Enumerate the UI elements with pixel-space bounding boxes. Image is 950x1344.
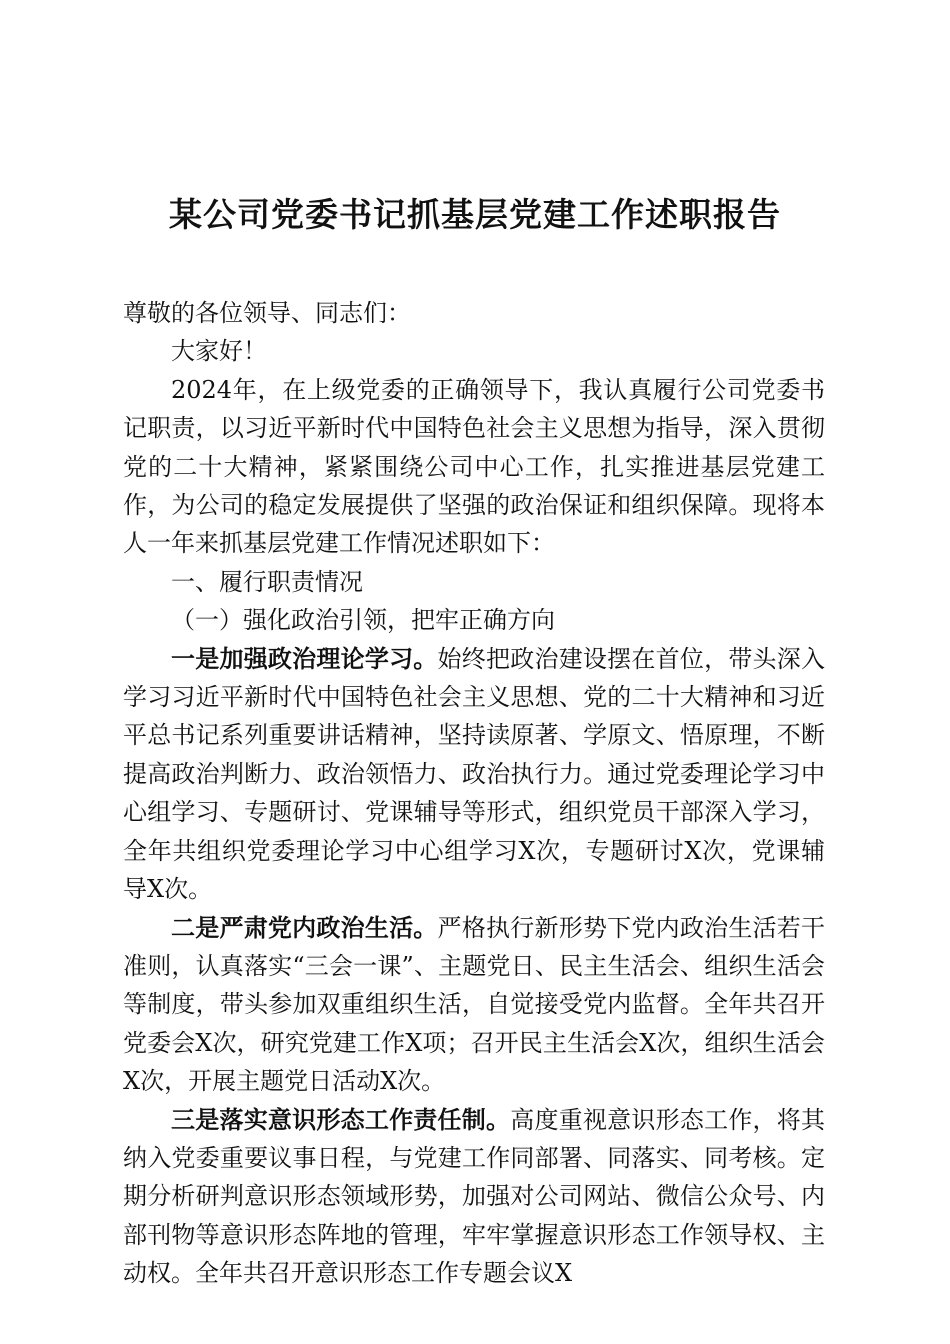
paragraph-2 xyxy=(123,909,825,1101)
document-body xyxy=(123,294,825,1293)
paragraph-3 xyxy=(123,1101,825,1293)
paragraph-2-lead: 二是严肃党内政治生活。 xyxy=(171,912,438,942)
section-heading: 一、履行职责情况 xyxy=(171,567,363,596)
salutation: 尊敬的各位领导、同志们： xyxy=(123,299,411,327)
greeting: 大家好！ xyxy=(171,337,267,366)
paragraph-1-text: 始终把政治建设摆在首位，带头深入学习习近平新时代中国特色社会主义思想、党的二十大精神和习近平总书记系列重要讲话精神，坚持读原著、学原文、悟原理，不断提高政治判断力、政治领悟力、政治执行力。通过党委理论学习中心组学习、专题研讨、党课辅导等形式，组织党员干部深入学习，全年共组织党委理论学习中心组学习X次，专题研讨X次，党课辅导X次。 xyxy=(123,644,826,904)
document-title: 某公司党委书记抓基层党建工作述职报告 xyxy=(169,195,781,234)
paragraph-2-text: 严格执行新形势下党内政治生活若干准则，认真落实“三会一课”、主题党日、民主生活会、组织生活会等制度，带头参加双重组织生活，自觉接受党内监督。全年共召开党委会X次，研究党建工作X项；召开民主生活会X次，组织生活会X次，开展主题党日活动X次。 xyxy=(123,913,826,1096)
paragraph-3-lead: 三是落实意识形态工作责任制。 xyxy=(171,1104,511,1134)
paragraph-3-text: 高度重视意识形态工作，将其纳入党委重要议事日程，与党建工作同部署、同落实、同考核。定期分析研判意识形态领域形势，加强对公司网站、微信公众号、内部刊物等意识形态阵地的管理，牢牢掌握意识形态工作领导权、主动权。全年共召开意识形态工作专题会议X xyxy=(123,1105,826,1288)
paragraph-1-lead: 一是加强政治理论学习。 xyxy=(171,643,438,673)
subsection-heading: （一）强化政治引领，把牢正确方向 xyxy=(171,606,555,635)
paragraph-1 xyxy=(123,640,825,909)
intro-paragraph: 2024年，在上级党委的正确领导下，我认真履行公司党委书记职责，以习近平新时代中国特色社会主义思想为指导，深入贯彻党的二十大精神，紧紧围绕公司中心工作，扎实推进基层党建工作，为公司的稳定发展提供了坚强的政治保证和组织保障。现将本人一年来抓基层党建工作情况述职如下： xyxy=(123,375,825,558)
